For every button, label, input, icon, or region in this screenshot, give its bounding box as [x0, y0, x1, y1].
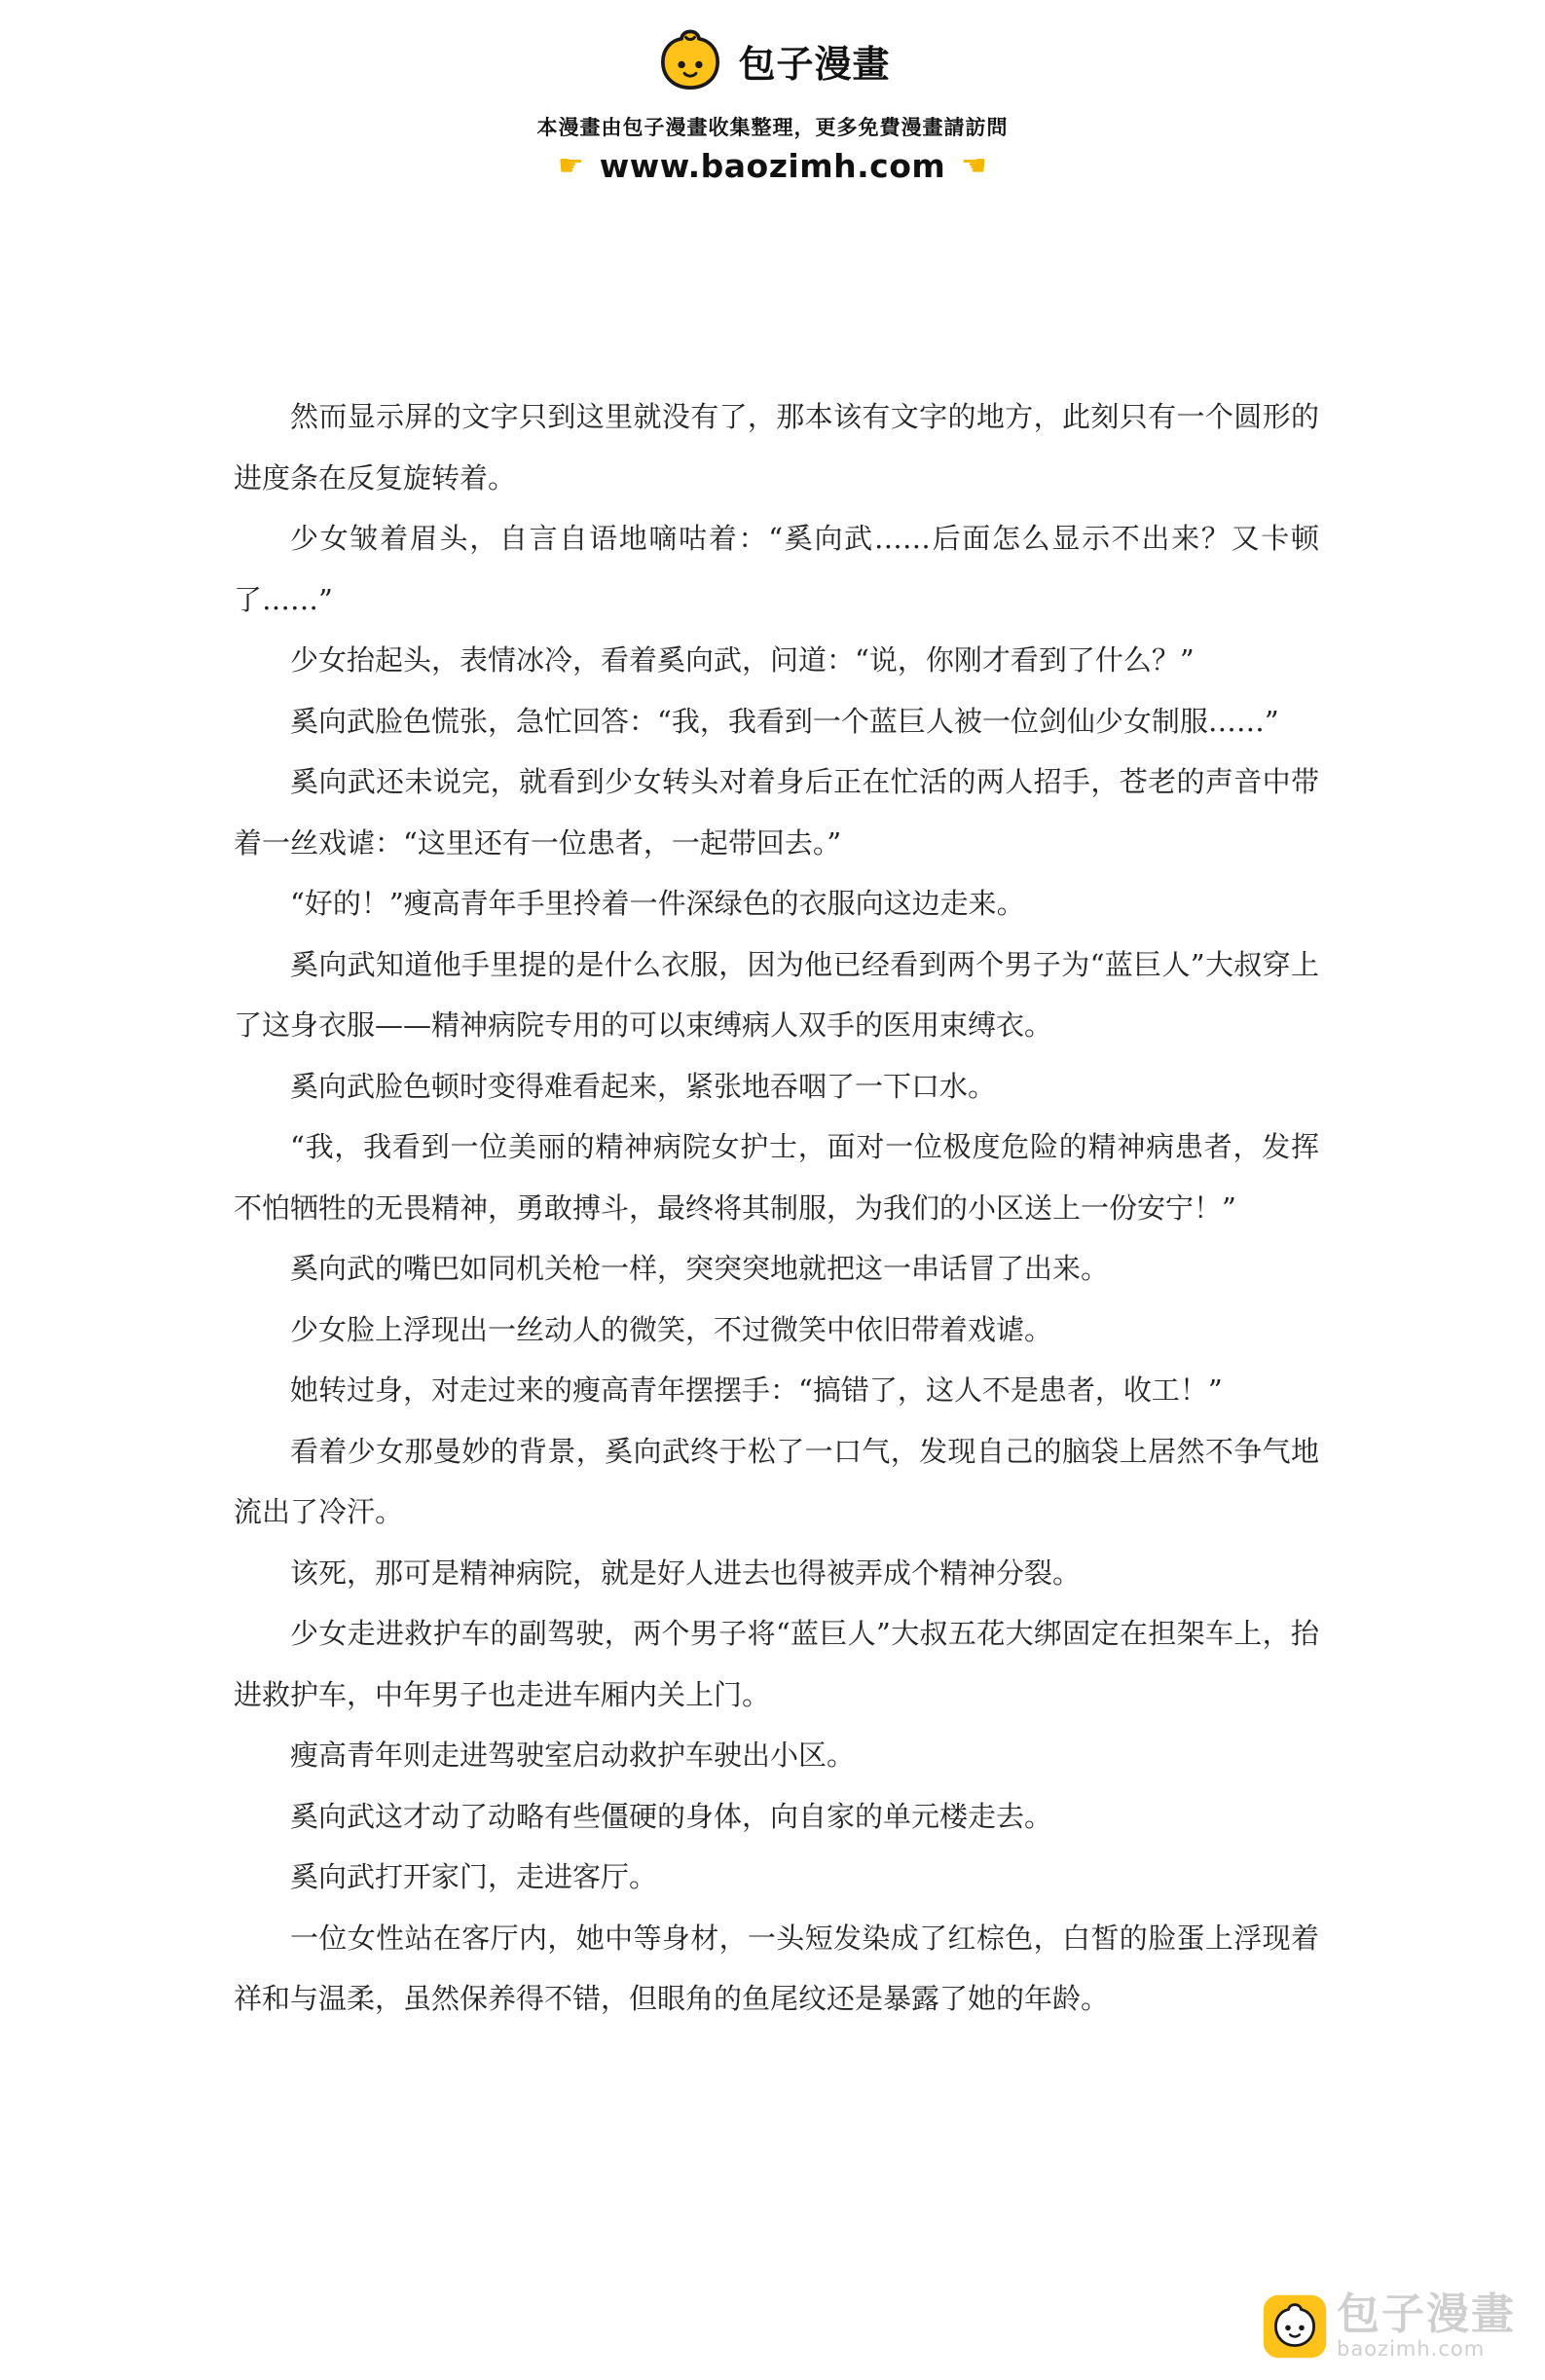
site-url-link[interactable]: www.baozimh.com	[599, 147, 946, 185]
paragraph: 该死，那可是精神病院，就是好人进去也得被弄成个精神分裂。	[290, 1556, 1082, 1590]
paragraph: 奚向武打开家门，走进客厅。	[290, 1860, 658, 1893]
pointing-right-hand-icon: ☛	[557, 148, 584, 183]
site-url-line	[558, 147, 987, 185]
paragraph: 少女脸上浮现出一丝动人的微笑，不过微笑中依旧带着戏谑。	[290, 1312, 1053, 1346]
paragraph: 一位女性站在客厅内，她中等身材，一头短发染成了红棕色，白皙的脸蛋上浮现着祥和与温柔，虽然保养得不错，但眼角的鱼尾纹还是暴露了她的年龄。	[234, 1921, 1319, 2015]
watermark	[1261, 2288, 1516, 2361]
paragraph: “好的！”瘦高青年手里拎着一件深绿色的衣服向这边走来。	[290, 887, 1025, 920]
paragraph: 奚向武脸色慌张，急忙回答：“我，我看到一个蓝巨人被一位剑仙少女制服……”	[290, 704, 1279, 738]
bun-face-icon	[654, 24, 726, 96]
watermark-text	[1337, 2288, 1516, 2361]
paragraph: 她转过身，对走过来的瘦高青年摆摆手：“搞错了，这人不是患者，收工！”	[290, 1373, 1223, 1407]
brand-logo[interactable]	[654, 21, 890, 99]
paragraph: 奚向武知道他手里提的是什么衣服，因为他已经看到两个男子为“蓝巨人”大叔穿上了这身衣服——精神病院专用的可以束缚病人双手的医用束缚衣。	[234, 947, 1319, 1042]
paragraph: 奚向武还未说完，就看到少女转头对着身后正在忙活的两人招手，苍老的声音中带着一丝戏谑：“这里还有一位患者，一起带回去。”	[234, 765, 1319, 860]
watermark-name: 包子漫畫	[1337, 2288, 1516, 2339]
watermark-url: baozimh.com	[1337, 2337, 1486, 2361]
paragraph: 奚向武这才动了动略有些僵硬的身体，向自家的单元楼走去。	[290, 1799, 1053, 1833]
site-header	[0, 21, 1545, 185]
paragraph: “我，我看到一位美丽的精神病院女护士，面对一位极度危险的精神病患者，发挥不怕牺牲的无畏精神，勇敢搏斗，最终将其制服，为我们的小区送上一份安宁！”	[234, 1130, 1319, 1225]
paragraph: 奚向武的嘴巴如同机关枪一样，突突突地就把这一串话冒了出来。	[290, 1252, 1110, 1285]
paragraph: 少女走进救护车的副驾驶，两个男子将“蓝巨人”大叔五花大绑固定在担架车上，抬进救护车，中年男子也走进车厢内关上门。	[234, 1617, 1319, 1711]
paragraph: 看着少女那曼妙的背景，奚向武终于松了一口气，发现自己的脑袋上居然不争气地流出了冷汗。	[234, 1434, 1319, 1528]
paragraph: 少女皱着眉头，自言自语地嘀咕着：“奚向武……后面怎么显示不出来？又卡顿了……”	[234, 522, 1319, 616]
paragraph: 奚向武脸色顿时变得难看起来，紧张地吞咽了一下口水。	[290, 1069, 997, 1103]
paragraph: 少女抬起头，表情冰冷，看着奚向武，问道：“说，你刚才看到了什么？”	[290, 643, 1195, 677]
chapter-text	[234, 386, 1319, 2030]
site-tagline: 本漫畫由包子漫畫收集整理，更多免費漫畫請訪問	[536, 116, 1009, 139]
brand-name: 包子漫畫	[738, 42, 891, 86]
paragraph: 瘦高青年则走进驾驶室启动救护车驶出小区。	[290, 1739, 856, 1772]
pointing-left-hand-icon: ☛	[961, 148, 988, 183]
bun-face-icon	[1261, 2292, 1329, 2361]
paragraph: 然而显示屏的文字只到这里就没有了，那本该有文字的地方，此刻只有一个圆形的进度条在反复旋转着。	[234, 400, 1319, 494]
